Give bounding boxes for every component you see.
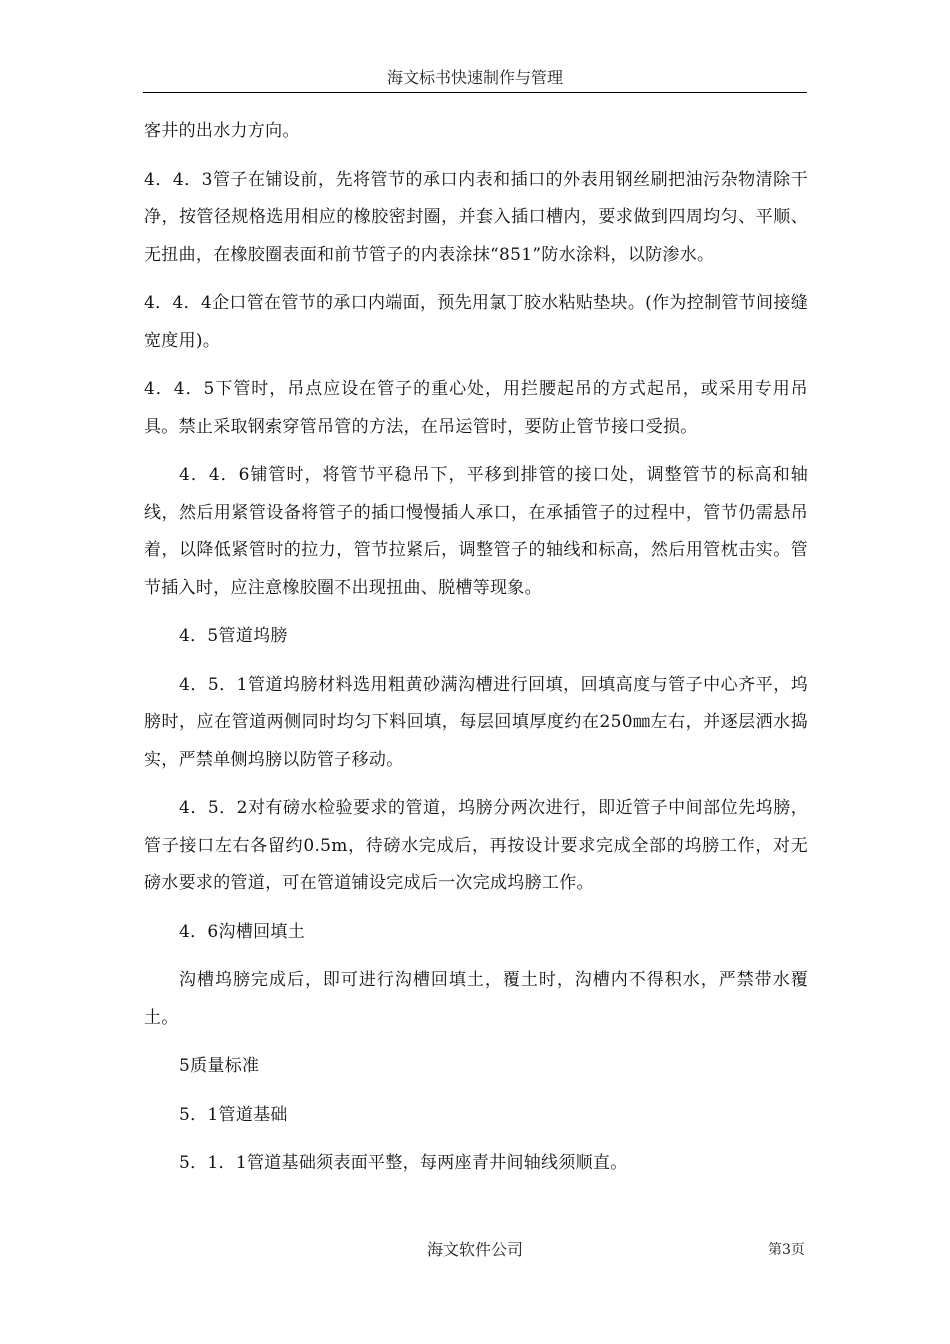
paragraph: 4．4．4企口管在管节的承口内端面，预先用氯丁胶水粘贴垫块。(作为控制管节间接缝宽度用)。 [144, 293, 808, 351]
paragraph: 4．4．6铺管时，将管节平稳吊下，平移到排管的接口处，调整管节的标高和轴线，然后用紧管设备将管子的插口慢慢插人承口，在承插管子的过程中，管节仍需悬吊着，以降低紧管时的拉力，管节拉紧后，调整管子的轴线和标高，然后用管枕击实。管节插入时，应注意橡胶圈不出现扭曲、脱槽等现象。 [144, 465, 808, 598]
footer-company: 海文软件公司 [426, 1240, 523, 1259]
section-heading: 5质量标准 [179, 1056, 260, 1076]
document-body [144, 113, 808, 1194]
page-number: 第3页 [768, 1242, 805, 1258]
page-header-title: 海文标书快速制作与管理 [386, 68, 563, 87]
section-heading: 4．6沟槽回填土 [179, 921, 306, 942]
paragraph: 客井的出水力方向。 [144, 121, 300, 141]
paragraph: 4．5．2对有磅水检验要求的管道，坞膀分两次进行，即近管子中间部位先坞膀，管子接口左右各留约0.5m，待磅水完成后，再按设计要求完成全部的坞膀工作，对无磅水要求的管道，可在管道铺设完成后一次完成坞膀工作。 [144, 798, 808, 893]
section-heading: 5．1管道基础 [179, 1104, 288, 1125]
paragraph: 4．5．1管道坞膀材料选用粗黄砂满沟槽进行回填，回填高度与管子中心齐平，坞膀时，应在管道两侧同时均匀下料回填，每层回填厚度约在250㎜左右，并逐层洒水捣实，严禁单侧坞膀以防管子移动。 [144, 674, 808, 770]
paragraph: 4．4．3管子在铺设前，先将管节的承口内表和插口的外表用钢丝刷把油污杂物清除干净，按管径规格选用相应的橡胶密封圈，并套入插口槽内，要求做到四周均匀、平顺、无扭曲，在橡胶圈表面和前节管子的内表涂抹“851”防水涂料，以防渗水。 [144, 169, 808, 265]
header-divider [143, 92, 807, 93]
paragraph: 5．1．1管道基础须表面平整，每两座青井间轴线须顺直。 [179, 1153, 628, 1173]
paragraph: 4．4．5下管时，吊点应设在管子的重心处，用拦腰起吊的方式起吊，或采用专用吊具。禁止采取钢索穿管吊管的方法，在吊运管时，要防止管节接口受损。 [144, 379, 808, 437]
paragraph: 沟槽坞膀完成后，即可进行沟槽回填土，覆土时，沟槽内不得积水，严禁带水覆土。 [144, 970, 808, 1028]
section-heading: 4．5管道坞膀 [179, 626, 288, 646]
